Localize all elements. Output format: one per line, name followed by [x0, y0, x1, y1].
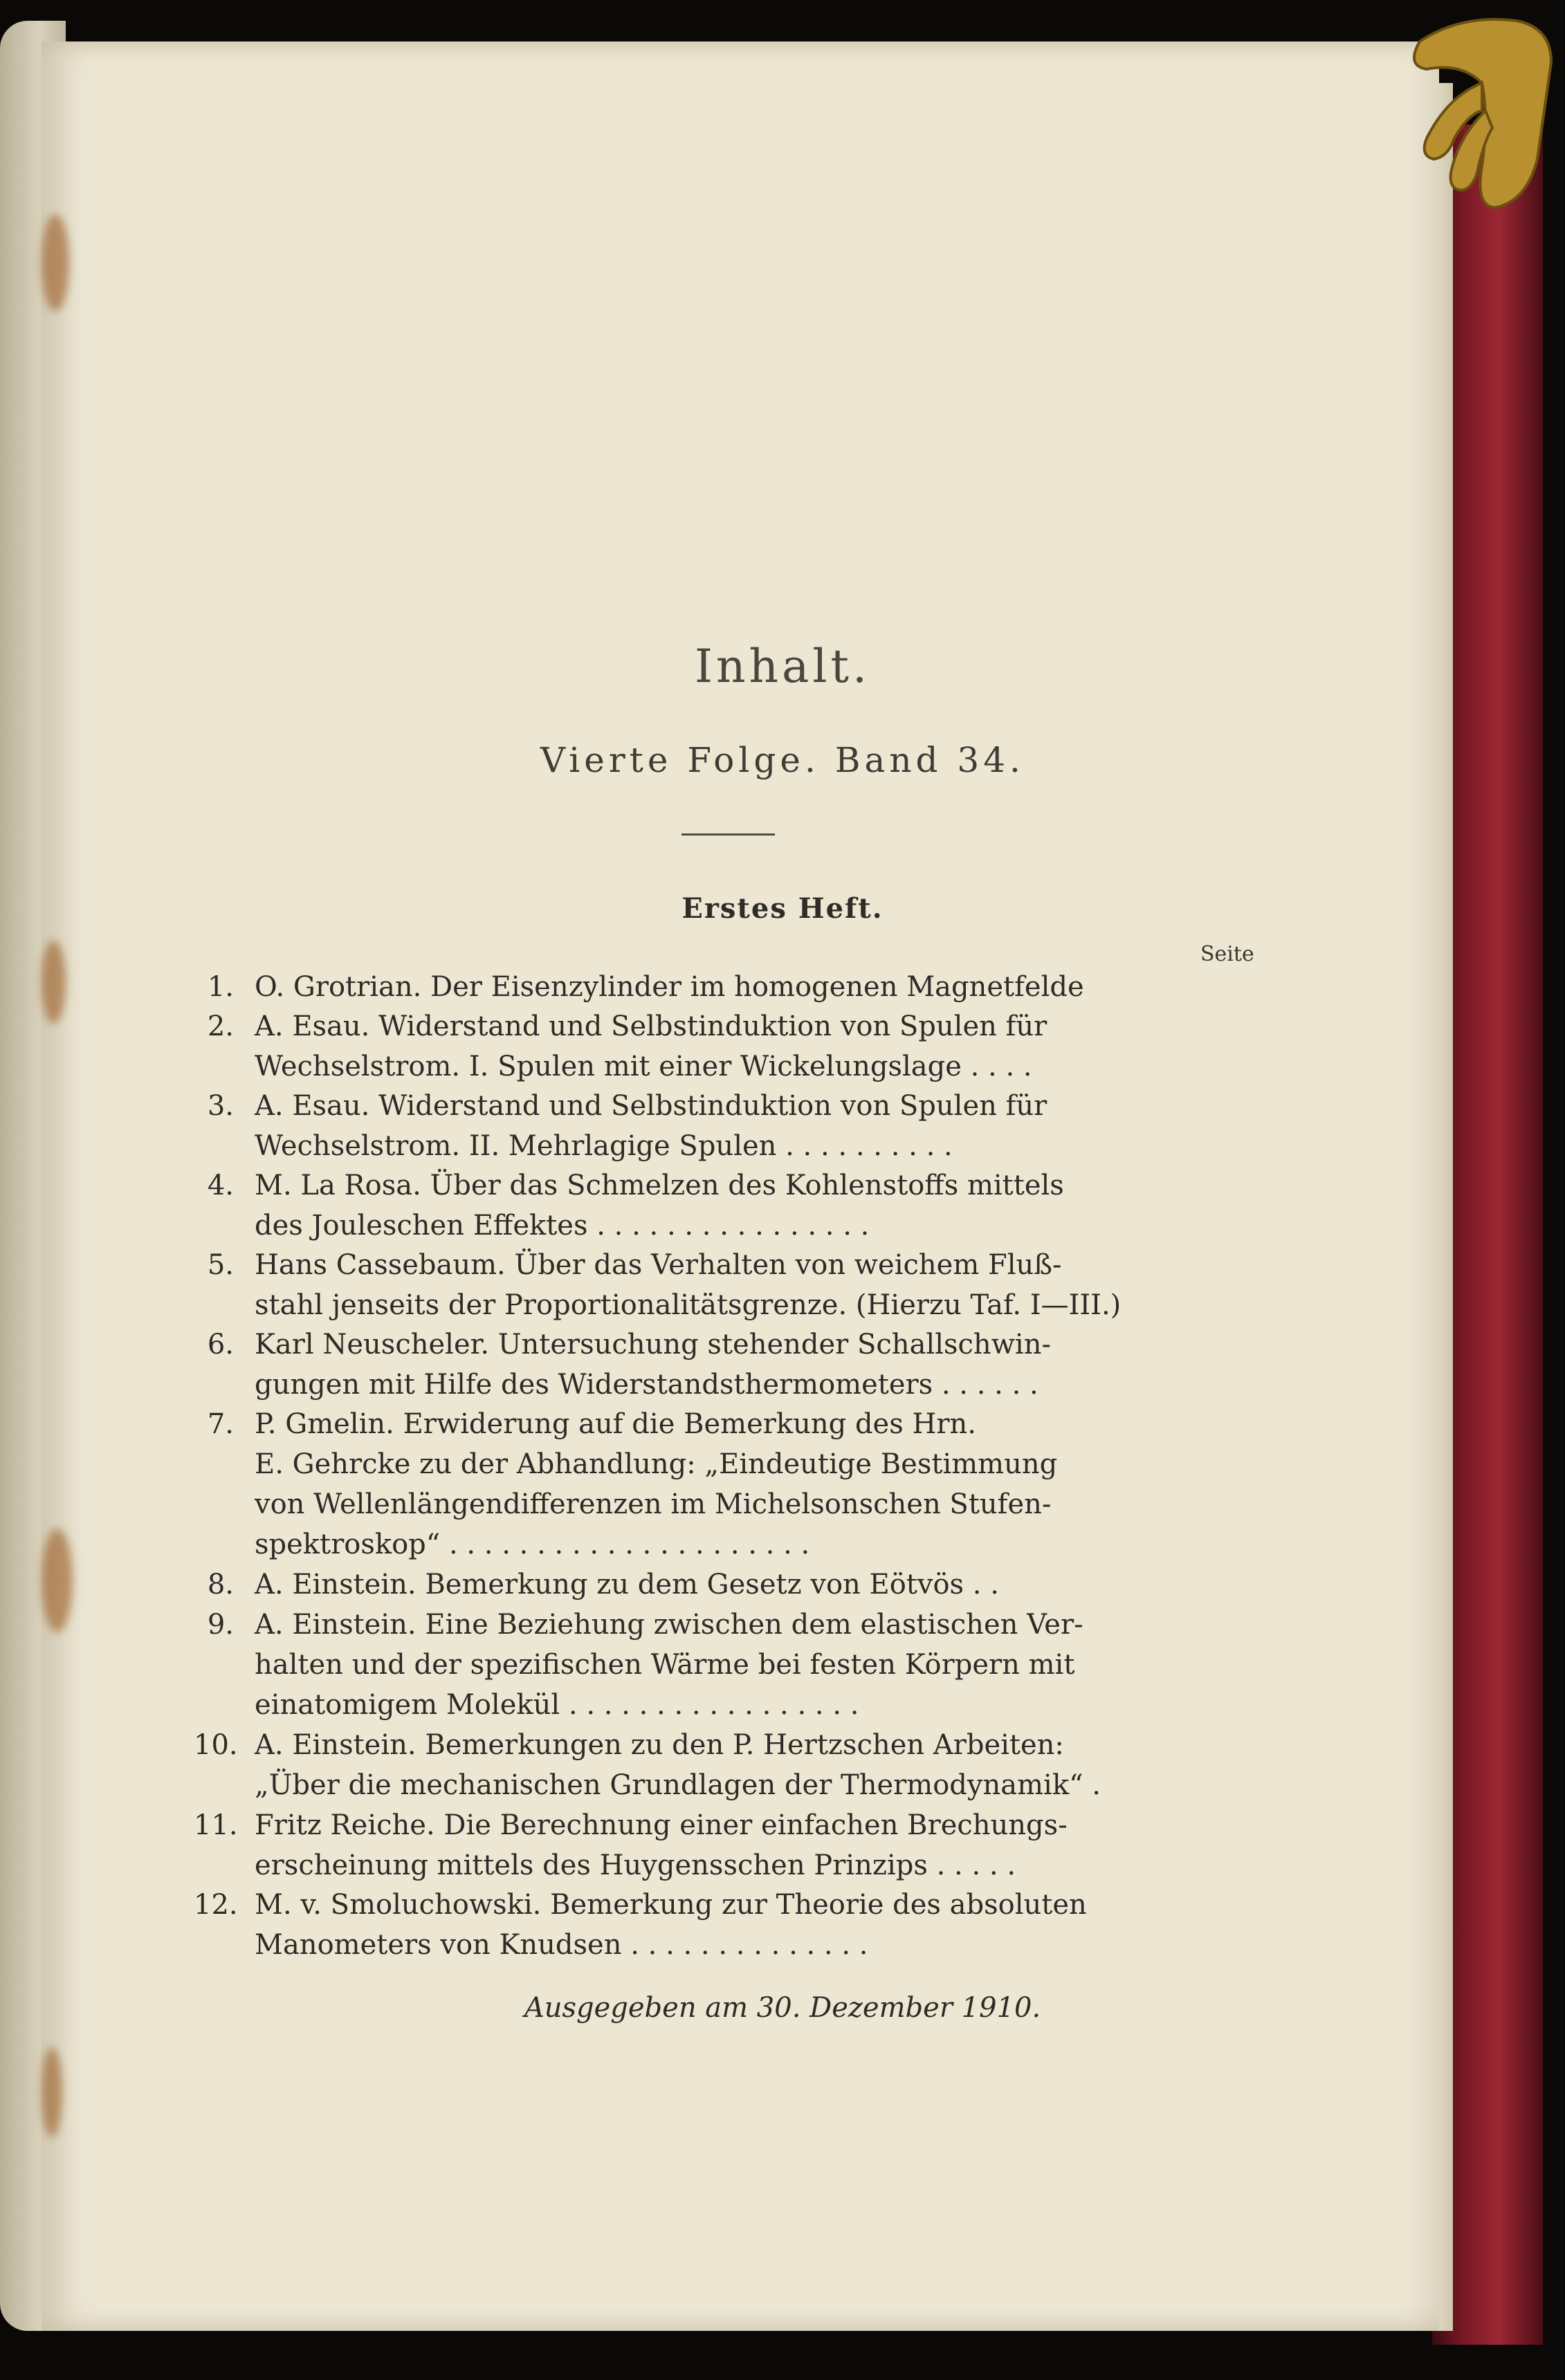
entry-line: des Jouleschen Effektes . . . . . . . . . . . . . . . .	[255, 1210, 870, 1242]
entry-line: O. Grotrian. Der Eisenzylinder im homogenen Magnetfelde	[255, 971, 1084, 1003]
entry-number: 11.	[194, 1809, 238, 1841]
entry-line: M. La Rosa. Über das Schmelzen des Kohlenstoffs mittels	[255, 1170, 1064, 1201]
volume-subtitle: Vierte Folge. Band 34.	[540, 740, 1025, 780]
entry-line: gungen mit Hilfe des Widerstandsthermometers . . . . . .	[255, 1369, 1038, 1401]
entry-line: A. Esau. Widerstand und Selbstinduktion von Spulen für	[255, 1011, 1047, 1042]
entry-number: 2.	[207, 1011, 234, 1042]
entry-line: A. Esau. Widerstand und Selbstinduktion von Spulen für	[255, 1090, 1047, 1122]
entry-number: 1.	[207, 971, 234, 1003]
entry-line: A. Einstein. Bemerkung zu dem Gesetz von Eötvös . .	[255, 1569, 999, 1600]
entry-number: 3.	[207, 1090, 234, 1122]
issue-date: Ausgegeben am 30. Dezember 1910.	[524, 1992, 1041, 2024]
entry-number: 8.	[207, 1569, 234, 1600]
entry-line: Hans Cassebaum. Über das Verhalten von weichem Fluß-	[255, 1249, 1062, 1281]
entry-line: Wechselstrom. II. Mehrlagige Spulen . . . . . . . . . .	[255, 1130, 953, 1162]
entry-number: 5.	[207, 1249, 234, 1281]
page-column-label: Seite	[1200, 942, 1254, 966]
entry-line: A. Einstein. Bemerkungen zu den P. Hertzschen Arbeiten:	[255, 1729, 1064, 1761]
entry-line: P. Gmelin. Erwiderung auf die Bemerkung des Hrn.	[255, 1408, 976, 1440]
entry-line: einatomigem Molekül . . . . . . . . . . . . . . . . .	[255, 1689, 859, 1721]
entry-line: von Wellenlängendifferenzen im Michelsonschen Stufen-	[255, 1488, 1052, 1520]
entry-line: Fritz Reiche. Die Berechnung einer einfachen Brechungs-	[255, 1809, 1068, 1841]
entry-line: Wechselstrom. I. Spulen mit einer Wickelungslage . . . .	[255, 1051, 1032, 1082]
entry-number: 10.	[194, 1729, 238, 1761]
entry-number: 4.	[207, 1170, 234, 1201]
entry-line: M. v. Smoluchowski. Bemerkung zur Theorie des absoluten	[255, 1889, 1087, 1921]
entry-line: „Über die mechanischen Grundlagen der Thermodynamik“ .	[255, 1769, 1101, 1801]
entry-line: Karl Neuscheler. Untersuchung stehender Schallschwin-	[255, 1329, 1051, 1360]
entry-line: stahl jenseits der Proportionalitätsgrenze. (Hierzu Taf. I—III.)	[255, 1289, 1122, 1321]
entry-line: E. Gehrcke zu der Abhandlung: „Eindeutige Bestimmung	[255, 1448, 1058, 1480]
section-heading: Erstes Heft.	[681, 892, 884, 925]
page-title: Inhalt.	[694, 640, 871, 693]
entry-line: erscheinung mittels des Huygensschen Prinzips . . . . .	[255, 1849, 1016, 1881]
entry-line: halten und der spezifischen Wärme bei festen Körpern mit	[255, 1649, 1075, 1681]
entry-number: 9.	[207, 1609, 234, 1641]
entry-line: spektroskop“ . . . . . . . . . . . . . . . . . . . . .	[255, 1529, 810, 1560]
entry-line: A. Einstein. Eine Beziehung zwischen dem elastischen Ver-	[255, 1609, 1083, 1641]
entry-number: 7.	[207, 1408, 234, 1440]
entry-number: 12.	[194, 1889, 238, 1921]
entry-line: Manometers von Knudsen . . . . . . . . . . . . . .	[255, 1929, 868, 1961]
entry-number: 6.	[207, 1329, 234, 1360]
